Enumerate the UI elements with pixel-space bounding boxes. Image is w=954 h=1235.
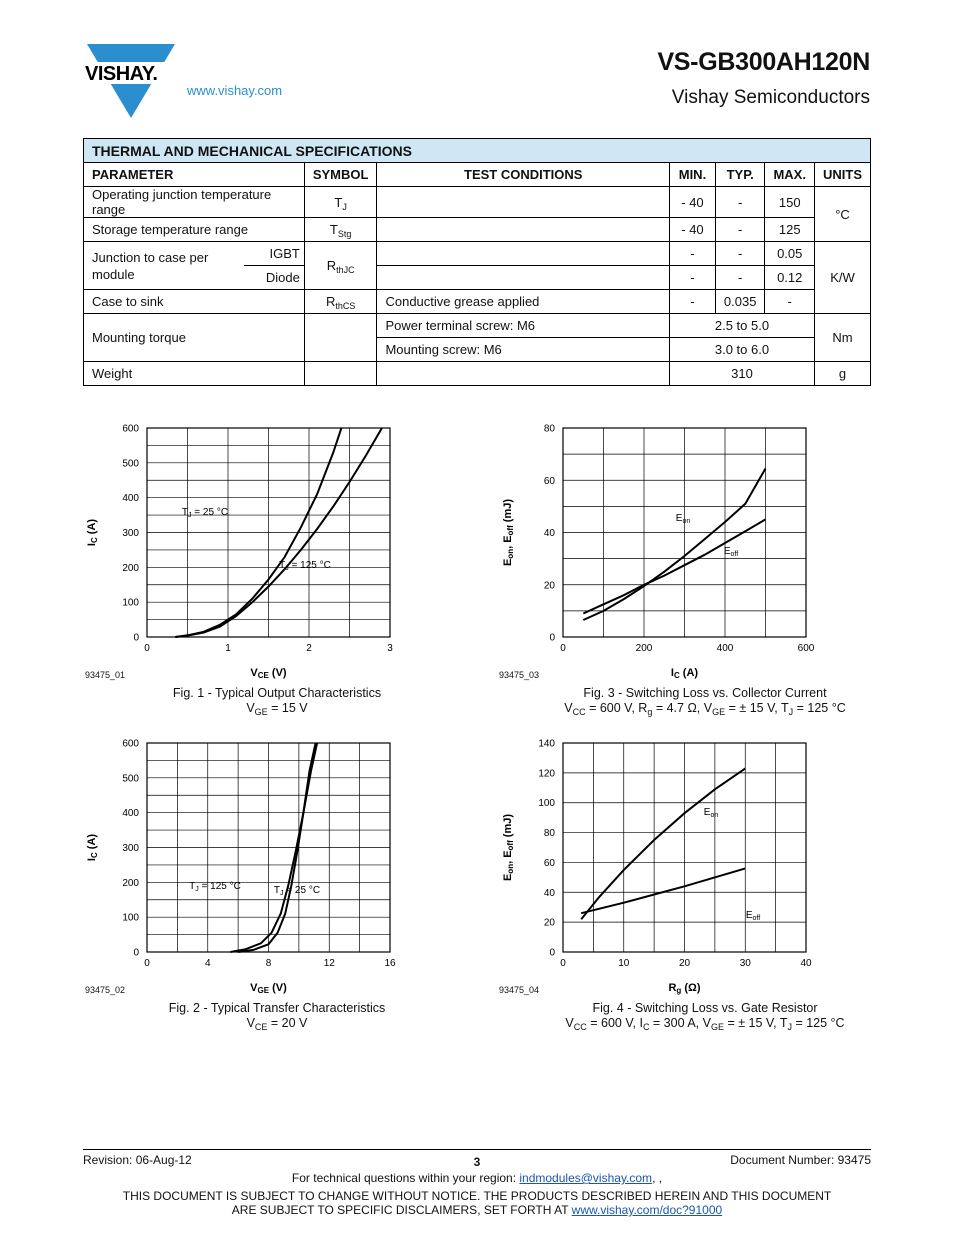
x-tick-label: 0 [144,643,150,654]
symbol-cell [304,362,377,386]
param-cell: Mounting torque [84,314,305,362]
min-cell: - 40 [670,218,716,242]
document-number: Document Number: 93475 [730,1153,871,1167]
y-tick-label: 400 [122,493,139,505]
x-axis-label: VGE (V) [250,982,287,995]
x-tick-label: 1 [225,643,231,654]
email-link[interactable]: indmodules@vishay.com [519,1171,653,1185]
x-tick-label: 20 [678,958,691,969]
cond-cell [377,242,670,266]
figure-code: 93475_01 [85,670,126,680]
min-cell: - [670,290,716,314]
y-tick-label: 300 [122,528,139,539]
y-tick-label: 80 [543,828,555,840]
param-cell [84,242,305,290]
y-tick-label: 100 [122,597,139,609]
x-tick-label: 8 [265,958,272,969]
x-tick-label: 600 [797,643,815,654]
tech-questions: For technical questions within your region: indmodules@vishay.com, , [291,1171,663,1185]
cond-cell: Mounting screw: M6 [377,338,670,362]
y-tick-label: 80 [543,423,555,435]
x-tick-label: 4 [204,958,211,969]
table-row [84,187,871,218]
disclaimer: THIS DOCUMENT IS SUBJECT TO CHANGE WITHOUT NOTICE. THE PRODUCTS DESCRIBED HEREIN AND THIS DOCUMENT ARE SUBJECT TO SPECIFIC DISCLAIMERS, SET FORTH AT www.vishay.com/doc?91000 [122,1189,832,1217]
part-number-title: VS-GB300AH120N [657,48,870,76]
curve-label-a: $T_J = 125$ °C [189,881,241,893]
footer-divider [83,1149,871,1150]
x-axis-label: IC (A) [670,667,699,680]
x-tick-label: 3 [387,643,393,654]
x-axis-label: Rg (Ω) [668,982,701,995]
x-tick-label: 16 [384,958,396,969]
figure-caption: Fig. 4 - Switching Loss vs. Gate Resistor $V_{CC} = 600$ V, $I_C = 300$ A, $V_{GE}$ = ± 15 V, $T_J = 125$ °C [565,1001,845,1032]
transfer-characteristics-chart [83,733,403,998]
x-tick-label: 30 [739,958,751,969]
curve-label-a: $E_{on}$ [675,513,691,525]
col-header: TYP. [715,163,765,187]
y-tick-label: 300 [122,843,139,854]
y-tick-label: 120 [538,768,555,780]
typ-cell: - [715,187,765,218]
max-cell: 150 [765,187,815,218]
y-tick-label: 500 [122,458,139,470]
x-tick-label: 40 [800,958,812,969]
param-cell: Weight [84,362,305,386]
company-subtitle: Vishay Semiconductors [671,87,870,108]
x-tick-label: 0 [560,958,566,969]
y-tick-label: 20 [543,580,555,592]
y-tick-label: 40 [543,887,555,899]
cond-cell [377,266,670,290]
table-row [84,242,871,266]
figure-caption: Fig. 1 - Typical Output Characteristics $V_{GE} = 15$ V [172,686,382,717]
diode-label: Diode [265,270,300,285]
figure-caption: Fig. 3 - Switching Loss vs. Collector Current $V_{CC} = 600$ V, $R_g = 4.7$ Ω, $V_{GE}$ = ± 15 V, $T_J = 125$ °C [564,686,846,717]
cond-cell [377,218,670,242]
col-header: UNITS [814,163,870,187]
figure-code: 93475_04 [499,985,540,995]
table-row [84,218,871,242]
figure-code: 93475_03 [499,670,540,680]
y-tick-label: 0 [133,632,139,644]
switching-loss-vs-current-chart [497,418,827,683]
cond-cell [377,187,670,218]
y-tick-label: 400 [122,808,139,820]
x-tick-label: 10 [618,958,630,969]
y-tick-label: 600 [122,738,139,750]
table-row [84,290,871,314]
param-cell: Case to sink [84,290,305,314]
y-tick-label: 40 [543,528,555,539]
revision: Revision: 06-Aug-12 [83,1153,192,1167]
cond-cell: Power terminal screw: M6 [377,314,670,338]
thermal-mechanical-table [83,138,871,386]
units-cell: °C [814,187,870,242]
x-tick-label: 400 [716,643,734,654]
max-cell: 125 [765,218,815,242]
figure-caption: Fig. 2 - Typical Transfer Characteristics $V_{CE} = 20$ V [168,1001,386,1032]
curve-label-b: $T_J = 25$ °C [273,885,321,897]
col-header: SYMBOL [304,163,377,187]
logo-text: VISHAY. [85,63,158,85]
symbol-cell: $R_{thJC}$ [304,242,377,290]
x-tick-label: 12 [323,958,335,969]
y-tick-label: 100 [538,798,555,810]
y-tick-label: 60 [543,475,555,487]
typ-cell: - [715,218,765,242]
min-cell: - [670,266,716,290]
y-tick-label: 0 [133,947,139,959]
x-axis-label: VCE (V) [250,667,287,680]
disclaimer-link[interactable]: www.vishay.com/doc?91000 [571,1203,723,1217]
y-tick-label: 60 [543,857,555,869]
y-axis-label: IC (A) [86,518,99,547]
typ-cell: 0.035 [715,290,765,314]
max-cell: 0.12 [765,266,815,290]
max-cell: - [765,290,815,314]
y-tick-label: 140 [538,738,555,750]
table-row [84,362,871,386]
y-tick-label: 100 [122,912,139,924]
symbol-cell [304,314,377,362]
symbol-cell: $T_J$ [304,187,377,218]
col-header: TEST CONDITIONS [377,163,670,187]
param-cell: Storage temperature range [84,218,305,242]
x-tick-label: 2 [306,643,312,654]
cond-cell [377,362,670,386]
x-tick-label: 0 [144,958,150,969]
series-line-2 [583,519,765,613]
min-cell: - [670,242,716,266]
param-cell: Operating junction temperature range [84,187,305,218]
y-tick-label: 0 [549,947,555,959]
y-tick-label: 600 [122,423,139,435]
x-tick-label: 0 [560,643,566,654]
curve-label-a: $T_J = 25$ °C [181,507,229,519]
switching-loss-vs-gate-resistor-chart [497,733,827,998]
igbt-label: IGBT [244,242,304,266]
table-row [84,314,871,338]
cond-cell: Conductive grease applied [377,290,670,314]
curve-label-a: $E_{on}$ [703,807,719,819]
units-cell: g [814,362,870,386]
y-tick-label: 200 [122,877,139,889]
y-axis-label: Eon, Eoff (mJ) [502,813,515,882]
symbol-cell: $T_{Stg}$ [304,218,377,242]
junction-case-label: Junction to case per module [92,249,209,282]
col-header: PARAMETER [84,163,305,187]
curve-label-b: $E_{off}$ [723,546,739,558]
units-cell: Nm [814,314,870,362]
typ-cell: - [715,266,765,290]
figure-code: 93475_02 [85,985,126,995]
output-characteristics-chart [83,418,403,683]
header-url[interactable]: www.vishay.com [187,83,283,98]
value-cell: 310 [670,362,815,386]
vishay-logo [83,42,179,120]
y-axis-label: Eon, Eoff (mJ) [502,498,515,567]
y-tick-label: 20 [543,917,555,929]
page-number: 3 [473,1155,481,1169]
typ-cell: - [715,242,765,266]
series-line-1 [581,768,745,919]
col-header: MIN. [670,163,716,187]
curve-label-b: $E_{off}$ [745,910,761,922]
y-tick-label: 0 [549,632,555,644]
y-tick-label: 200 [122,562,139,574]
table-title: THERMAL AND MECHANICAL SPECIFICATIONS [84,139,871,163]
value-cell: 2.5 to 5.0 [670,314,815,338]
units-cell: K/W [814,242,870,314]
x-tick-label: 200 [635,643,653,654]
col-header: MAX. [765,163,815,187]
min-cell: - 40 [670,187,716,218]
series-line-1 [583,469,765,621]
max-cell: 0.05 [765,242,815,266]
y-axis-label: IC (A) [86,833,99,862]
value-cell: 3.0 to 6.0 [670,338,815,362]
symbol-cell: $R_{thCS}$ [304,290,377,314]
curve-label-b: $T_J = 125$ °C [279,560,331,572]
y-tick-label: 500 [122,773,139,785]
